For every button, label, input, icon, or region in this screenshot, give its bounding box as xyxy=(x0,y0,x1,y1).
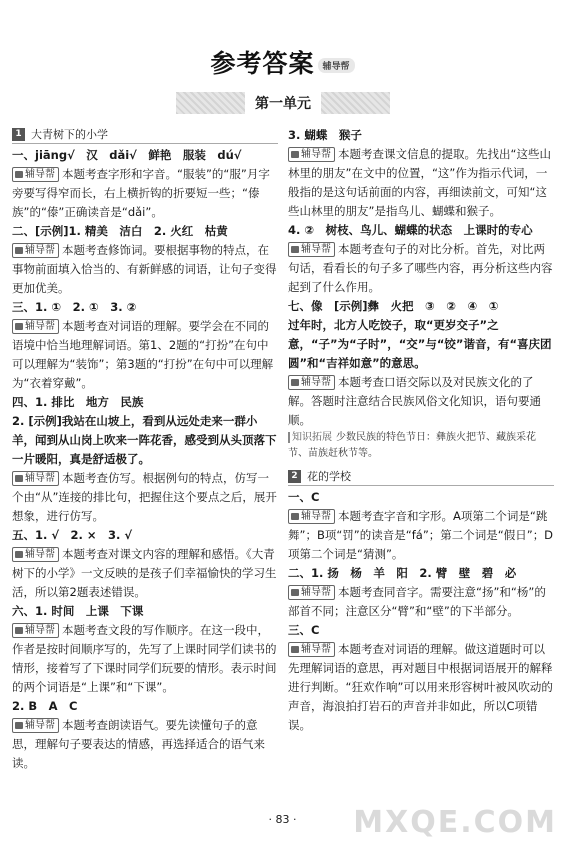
explanation: 辅导帮 本题考查朗读语气。要先读懂句子的意思，理解句子要表达的情感，再选择适合的语气来读。 xyxy=(12,718,265,770)
explanation: 辅导帮 本题考查字音和字形。A项第二个词是“跳舞”；B项“罚”的读音是“fá”；第二个词是“假日”；D项第二个词是“猜测”。 xyxy=(288,509,554,561)
explanation: 辅导帮 本题考查同音字。需要注意“扬”和“杨”的部首不同；注意区分“臂”和“壁”的下半部分。 xyxy=(288,585,546,618)
fdb-badge: 辅导帮 xyxy=(12,471,59,486)
answer-line: 三、1. ① 2. ① 3. ② xyxy=(12,300,137,314)
answer-line: 四、1. 排比 地方 民族 xyxy=(12,395,144,409)
book-icon xyxy=(291,151,299,158)
explanation: 辅导帮 本题考查字形和字音。“服装”的“服”月字旁要写得窄而长，右上横折钩的折要短一些；“傣族”的“傣”正确读音是“dǎi”。 xyxy=(12,167,270,219)
answer-line: 七、像 [示例]彝 火把 ③ ② ④ ① xyxy=(288,299,499,313)
fdb-badge: 辅导帮 xyxy=(288,147,335,162)
book-icon xyxy=(291,379,299,386)
answer-line: 过年时，北方人吃饺子，取“更岁交子”之意，“子”为“子时”，“交”与“饺”谐音，有“喜庆团圆”和“吉祥如意”的意思。 xyxy=(288,318,552,370)
fdb-badge: 辅导帮 xyxy=(288,375,335,390)
knowledge-extension: 知识拓展 少数民族的特色节日：彝族火把节、藏族采花节、苗族赶秋节等。 xyxy=(288,432,536,459)
fdb-badge: 辅导帮 xyxy=(288,509,335,524)
explanation: 辅导帮 本题考查口语交际以及对民族文化的了解。答题时注意结合民族风俗文化知识，语句要通顺。 xyxy=(288,375,541,427)
left-column xyxy=(12,126,278,773)
lesson-heading xyxy=(288,468,554,486)
lesson-number: 1 xyxy=(12,128,25,141)
explanation: 辅导帮 本题考查仿写。根据例句的特点，仿写一个由“从”连接的排比句，把握住这个要点之后，展开想象，进行仿写。 xyxy=(12,471,277,523)
lesson-heading xyxy=(12,126,278,144)
lesson-number: 2 xyxy=(288,470,301,483)
explanation: 辅导帮 本题考查课文信息的提取。先找出“这些山林里的朋友”在文中的位置，“这”作为指示代词，一般指的是这句话前面的内容，再细读前文，可知“这些山林里的朋友”是指鸟儿、蝴蝶和猴子。 xyxy=(288,147,551,218)
book-icon xyxy=(291,513,299,520)
book-icon xyxy=(15,551,23,558)
extension-tag: 知识拓展 xyxy=(288,432,332,443)
fdb-badge: 辅导帮 xyxy=(12,547,59,562)
book-icon xyxy=(15,475,23,482)
answer-line: 2. [示例]我站在山坡上，看到从远处走来一群小羊，闻到从山岗上吹来一阵花香，感受到从头顶落下一片暖阳，真是舒适极了。 xyxy=(12,414,277,466)
right-column xyxy=(288,126,554,735)
book-icon xyxy=(291,646,299,653)
explanation: 辅导帮 本题考查句子的对比分析。首先，对比两句话，看看长的句子多了哪些内容，再分析这些内容起到了什么作用。 xyxy=(288,242,553,294)
explanation: 辅导帮 本题考查对词语的理解。做这道题时可以先理解词语的意思，再对题目中根据词语展开的解释进行判断。“狂欢作响”可以用来形容树叶被风吹动的声音，海浪拍打岩石的声音并非如此，所以C项错误。 xyxy=(288,642,553,732)
book-icon xyxy=(15,722,23,729)
book-icon xyxy=(15,323,23,330)
fdb-badge: 辅导帮 xyxy=(12,243,59,258)
answer-line: 六、1. 时间 上课 下课 xyxy=(12,604,144,618)
page-header xyxy=(0,44,565,80)
lesson-name: 花的学校 xyxy=(307,470,351,483)
book-icon xyxy=(291,246,299,253)
book-icon xyxy=(291,589,299,596)
fdb-badge: 辅导帮 xyxy=(288,642,335,657)
lesson-name: 大青树下的小学 xyxy=(31,128,108,141)
book-icon xyxy=(15,247,23,254)
title-badge: 辅导帮 xyxy=(318,58,355,73)
fdb-badge: 辅导帮 xyxy=(288,585,335,600)
fdb-badge: 辅导帮 xyxy=(12,718,59,733)
page-number: · 83 · xyxy=(268,813,297,826)
answer-line: 2. B A C xyxy=(12,699,78,713)
unit-bar xyxy=(176,92,390,114)
unit-title: 第一单元 xyxy=(245,92,321,114)
fdb-badge: 辅导帮 xyxy=(288,242,335,257)
answer-line: 二、[示例]1. 精美 洁白 2. 火红 枯黄 xyxy=(12,224,228,238)
answer-line: 五、1. √ 2. × 3. √ xyxy=(12,528,133,542)
fdb-badge: 辅导帮 xyxy=(12,167,59,182)
book-icon xyxy=(15,627,23,634)
explanation: 辅导帮 本题考查文段的写作顺序。在这一段中，作者是按时间顺序写的，先写了上课时同学们读书的情形，接着写了下课时同学们玩要的情形。表示时间的两个词语是“上课”和“下课”。 xyxy=(12,623,277,694)
answer-line: 4. ② 树枝、鸟儿、蝴蝶的状态 上课时的专心 xyxy=(288,223,533,237)
watermark: MXQE.COM xyxy=(353,805,557,840)
fdb-badge: 辅导帮 xyxy=(12,623,59,638)
explanation: 辅导帮 本题考查对词语的理解。要学会在不同的语境中恰当地理解词语。第1、2题的“打扮”在句中可以理解为“装饰”；第3题的“打扮”在句中可以理解为“衣着穿戴”。 xyxy=(12,319,274,390)
book-icon xyxy=(15,171,23,178)
answer-line: 三、C xyxy=(288,623,320,637)
explanation: 辅导帮 本题考查修饰词。要根据事物的特点，在事物前面填入恰当的、有新鲜感的词语，让句子变得更加优美。 xyxy=(12,243,277,295)
answer-line: 3. 蝴蝶 猴子 xyxy=(288,128,362,142)
answer-line: 二、1. 扬 杨 羊 阳 2. 臂 壁 碧 必 xyxy=(288,566,517,580)
fdb-badge: 辅导帮 xyxy=(12,319,59,334)
answer-line: 一、C xyxy=(288,490,320,504)
answer-line: 一、jiāng√ 汉 dǎi√ 鲜艳 服装 dú√ xyxy=(12,148,242,162)
explanation: 辅导帮 本题考查对课文内容的理解和感悟。《大青树下的小学》一文反映的是孩子们幸福愉快的学习生活，所以第2题表述错误。 xyxy=(12,547,277,599)
page-title: 参考答案 xyxy=(210,49,315,78)
